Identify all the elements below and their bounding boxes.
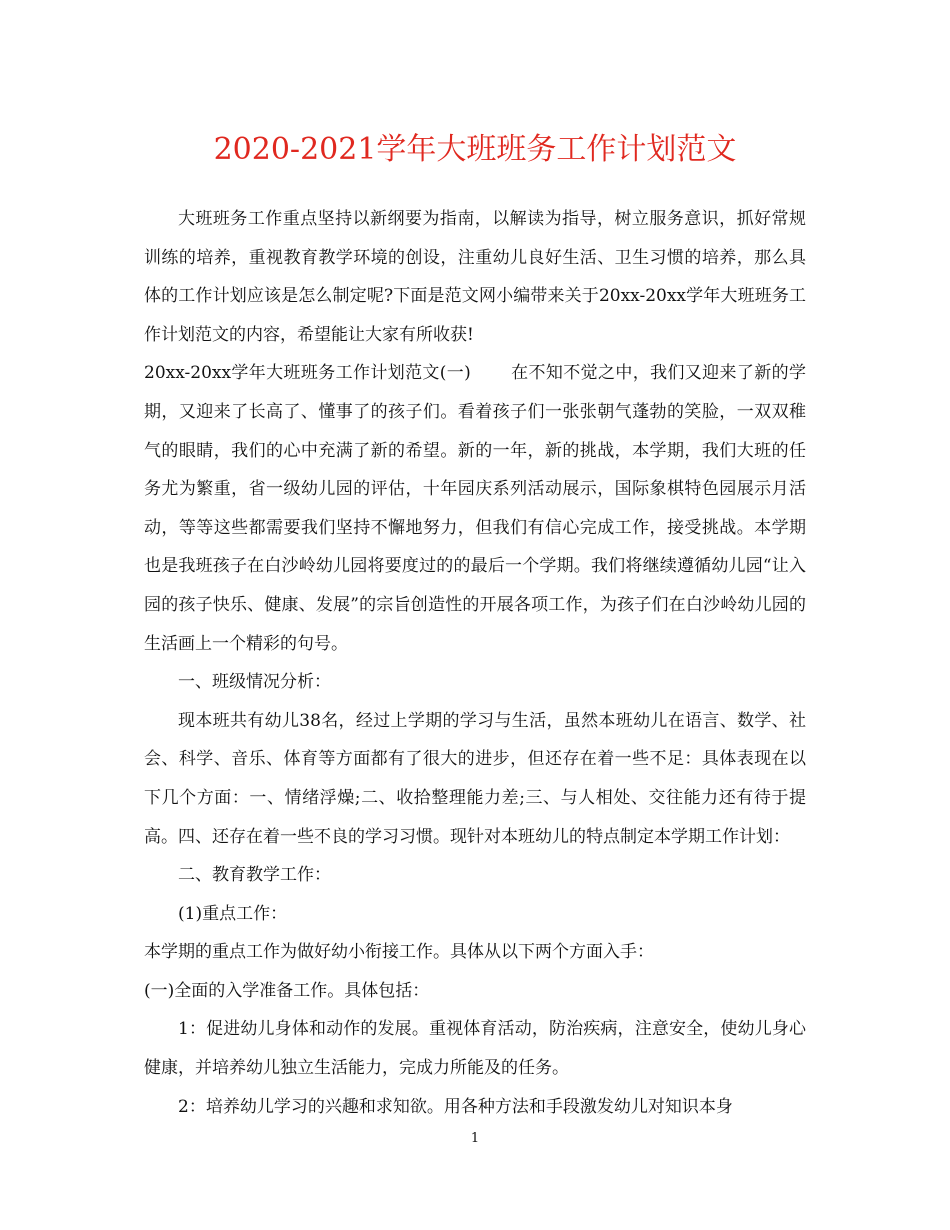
paragraph-class-analysis: 现本班共有幼儿38名，经过上学期的学习与生活，虽然本班幼儿在语言、数学、社会、科学、音乐、体育等方面都有了很大的进步，但还存在着一些不足：具体表现在以下几个方面：一、情绪浮燥;二、收拾整理能力差;三、与人相处、交往能力还有待于提高。四、还存在着一些不良的学习习惯。现针对本班幼儿的特点制定本学期工作计划：: [144, 710, 806, 847]
paragraph-class-analysis-heading: 一、班级情况分析：: [178, 672, 331, 693]
paragraph-key-work-heading: (1)重点工作：: [178, 903, 288, 924]
paragraph-intro: 大班班务工作重点坚持以新纲要为指南，以解读为指导，树立服务意识，抓好常规训练的培养，重视教育教学环境的创设，注重幼儿良好生活、卫生习惯的培养，那么具体的工作计划应该是怎么制定呢?下面是范文网小编带来关于20xx-20xx学年大班班务工作计划范文的内容，希望能让大家有所收获!: [144, 209, 806, 345]
document-body: [144, 200, 806, 1126]
paragraph-item-1: 1：促进幼儿身体和动作的发展。重视体育活动，防治疾病，注意安全，使幼儿身心健康，并培养幼儿独立生活能力，完成力所能及的任务。: [144, 1019, 806, 1079]
section-heading-text: 20xx-20xx学年大班班务工作计划范文(一): [144, 363, 471, 384]
paragraph-opening: 在不知不觉之中，我们又迎来了新的学期，又迎来了长高了、懂事了的孩子们。看着孩子们一张张朝气蓬勃的笑脸，一双双稚气的眼睛，我们的心中充满了新的希望。新的一年，新的挑战，本学期，我们大班的任务尤为繁重，省一级幼儿园的评估，十年园庆系列活动展示，国际象棋特色园展示月活动，等等这些都需要我们坚持不懈地努力，但我们有信心完成工作，接受挑战。本学期也是我班孩子在白沙岭幼儿园将要度过的的最后一个学期。我们将继续遵循幼儿园“让入园的孩子快乐、健康、发展”的宗旨创造性的开展各项工作，为孩子们在白沙岭幼儿园的生活画上一个精彩的句号。: [144, 363, 806, 654]
paragraph-key-work: 本学期的重点工作为做好幼小衔接工作。具体从以下两个方面入手：: [144, 942, 654, 963]
paragraph-preparation-heading: (一)全面的入学准备工作。具体包括：: [144, 980, 430, 1001]
paragraph-teaching-heading: 二、教育教学工作：: [178, 865, 331, 886]
document-title: 2020-2021学年大班班务工作计划范文: [213, 132, 737, 167]
paragraph-item-2: 2：培养幼儿学习的兴趣和求知欲。用各种方法和手段激发幼儿对知识本身: [178, 1096, 733, 1117]
paragraph-section-heading: [144, 354, 806, 663]
page-number: 1: [470, 1131, 480, 1146]
